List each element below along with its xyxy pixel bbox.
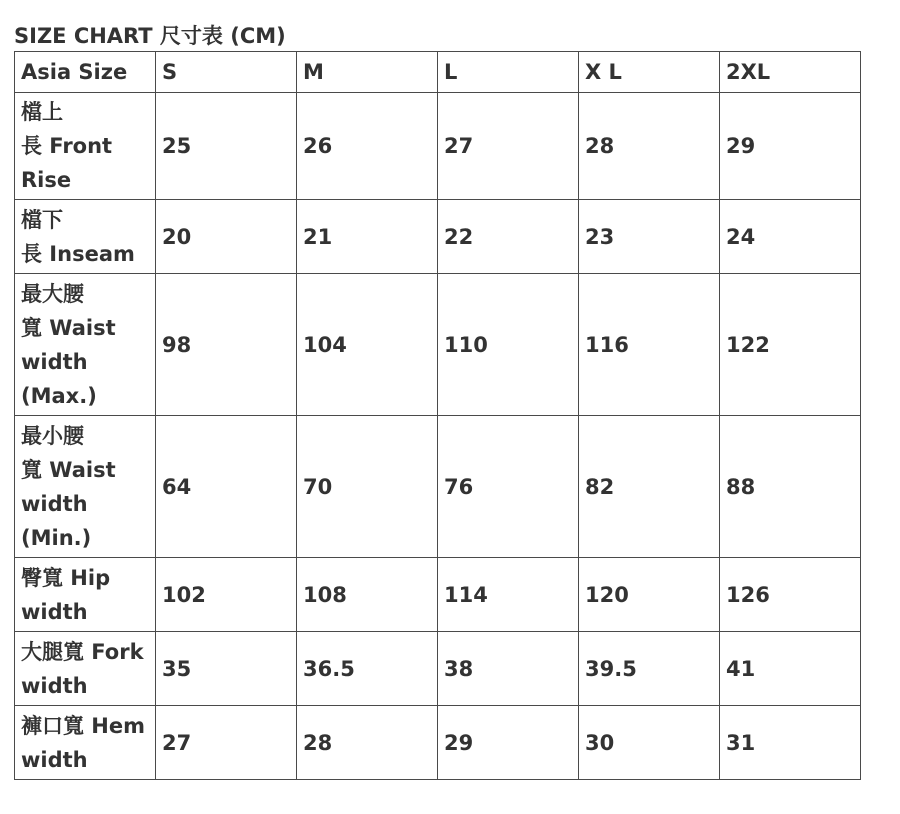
header-cell-size-system: Asia Size (15, 52, 156, 93)
table-cell: 39.5 (579, 632, 720, 706)
table-cell: 31 (720, 706, 861, 780)
table-cell: 82 (579, 416, 720, 558)
row-label: 最小腰 寬 Waist width (Min.) (15, 416, 156, 558)
table-cell: 35 (156, 632, 297, 706)
row-label: 檔下 長 Inseam (15, 200, 156, 274)
header-cell-2xl: 2XL (720, 52, 861, 93)
table-cell: 110 (438, 274, 579, 416)
table-cell: 122 (720, 274, 861, 416)
table-cell: 22 (438, 200, 579, 274)
table-row-front-rise (15, 93, 861, 200)
row-label: 最大腰 寬 Waist width (Max.) (15, 274, 156, 416)
header-cell-m: M (297, 52, 438, 93)
size-chart-table (14, 51, 861, 780)
table-cell: 27 (438, 93, 579, 200)
table-cell: 126 (720, 558, 861, 632)
table-cell: 28 (579, 93, 720, 200)
header-cell-l: L (438, 52, 579, 93)
table-cell: 102 (156, 558, 297, 632)
header-row (15, 52, 861, 93)
header-cell-s: S (156, 52, 297, 93)
header-cell-xl: X L (579, 52, 720, 93)
table-cell: 120 (579, 558, 720, 632)
chart-title: SIZE CHART 尺寸表 (CM) (14, 24, 286, 48)
table-cell: 36.5 (297, 632, 438, 706)
table-row-hip (15, 558, 861, 632)
table-cell: 21 (297, 200, 438, 274)
table-row-fork (15, 632, 861, 706)
row-label: 檔上 長 Front Rise (15, 93, 156, 200)
table-row-hem (15, 706, 861, 780)
table-row-inseam (15, 200, 861, 274)
row-label: 褲口寬 Hem width (15, 706, 156, 780)
table-cell: 41 (720, 632, 861, 706)
table-cell: 98 (156, 274, 297, 416)
table-cell: 88 (720, 416, 861, 558)
table-cell: 29 (438, 706, 579, 780)
table-row-waist-max (15, 274, 861, 416)
table-cell: 26 (297, 93, 438, 200)
row-label: 大腿寬 Fork width (15, 632, 156, 706)
table-cell: 27 (156, 706, 297, 780)
table-cell: 108 (297, 558, 438, 632)
table-cell: 76 (438, 416, 579, 558)
table-cell: 114 (438, 558, 579, 632)
table-cell: 70 (297, 416, 438, 558)
table-cell: 104 (297, 274, 438, 416)
row-label: 臀寬 Hip width (15, 558, 156, 632)
table-row-waist-min (15, 416, 861, 558)
table-cell: 25 (156, 93, 297, 200)
table-cell: 24 (720, 200, 861, 274)
table-cell: 30 (579, 706, 720, 780)
table-cell: 64 (156, 416, 297, 558)
table-cell: 28 (297, 706, 438, 780)
table-cell: 116 (579, 274, 720, 416)
table-cell: 38 (438, 632, 579, 706)
table-cell: 20 (156, 200, 297, 274)
table-cell: 23 (579, 200, 720, 274)
table-cell: 29 (720, 93, 861, 200)
